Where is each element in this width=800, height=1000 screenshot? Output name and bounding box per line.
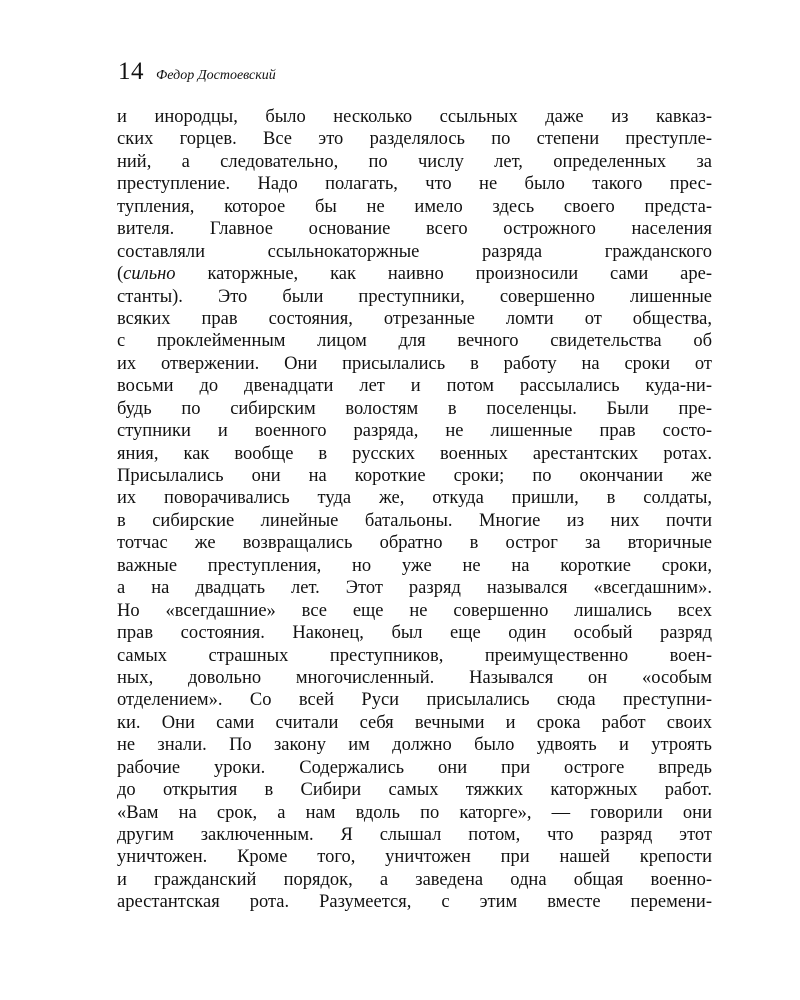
text-line: тупления, которое бы не имело здесь своего предста- [117,196,712,217]
body-text [117,106,712,914]
page-number: 14 [118,58,144,85]
text-line: восьми до двенадцати лет и потом рассылались куда-ни- [117,376,712,397]
text-line: станты). Это были преступники, совершенно лишенные [117,286,712,307]
text-line: ступники и военного разряда, не лишенные прав состо- [117,421,712,442]
text-line: не знали. По закону им должно было удвоять и утроять [117,735,712,756]
text-line: в сибирские линейные батальоны. Многие из них почти [117,510,712,531]
text-line: и инородцы, было несколько ссыльных даже из кавказ- [117,107,712,127]
text-line: ных, довольно многочисленный. Назывался он «особым [117,667,712,688]
text-line: ских горцев. Все это разделялось по степени преступле- [117,129,712,150]
text-line: ки. Они сами считали себя вечными и срока работ своих [117,712,712,733]
text-line: прав состояния. Наконец, был еще один особый разряд [117,623,712,644]
text-line: яния, как вообще в русских военных арестантских ротах. [117,443,712,464]
text-line: тотчас же возвращались обратно в острог за вторичные [117,533,712,554]
text-line: их отвержении. Они присылались в работу на сроки от [117,353,712,374]
text-line: и гражданский порядок, а заведена одна общая военно- [117,869,712,890]
text-line: арестантская рота. Разумеется, с этим вместе перемени- [117,892,712,913]
text-line: всяких прав состояния, отрезанные ломти от общества, [117,308,712,329]
text-line: преступление. Надо полагать, что не было такого прес- [117,174,712,195]
text-line: уничтожен. Кроме того, уничтожен при нашей крепости [117,847,712,868]
text-line: их поворачивались туда же, откуда пришли, в солдаты, [117,488,712,509]
emphasis-text: сильно [123,264,176,285]
text-line: с проклейменным лицом для вечного свидетельства об [117,331,712,352]
text-line: будь по сибирским волостям в поселенцы. Были пре- [117,398,712,419]
running-head [118,58,276,90]
text-line: другим заключенным. Я слышал потом, что разряд этот [117,825,712,845]
text-line: важные преступления, но уже не на короткие сроки, [117,555,712,576]
running-title: Федор Достоевский [156,68,276,83]
text-line: Но «всегдашние» все еще не совершенно лишались всех [117,600,712,621]
text-line: «Вам на срок, а нам вдоль по каторге», — говорили они [117,802,712,823]
text-line: до открытия в Сибири самых тяжких каторжных работ. [117,780,712,801]
text-line [117,263,712,285]
text-line: самых страшных преступников, преимущественно воен- [117,645,712,666]
text-line: Присылались они на короткие сроки; по окончании же [117,466,712,486]
text-segment: каторжные, как наивно произносили сами аре- [175,264,712,285]
text-line: составляли ссыльнокаторжные разряда гражданского [117,241,712,262]
text-line: ний, а следовательно, по числу лет, определенных за [117,151,712,172]
text-line: вителя. Главное основание всего острожного населения [117,219,712,240]
text-line: отделением». Со всей Руси присылались сюда преступни- [117,690,712,711]
text-segment: ( [117,264,124,285]
text-line: а на двадцать лет. Этот разряд назывался «всегдашним». [117,578,712,599]
text-line: рабочие уроки. Содержались они при остроге впредь [117,757,712,778]
